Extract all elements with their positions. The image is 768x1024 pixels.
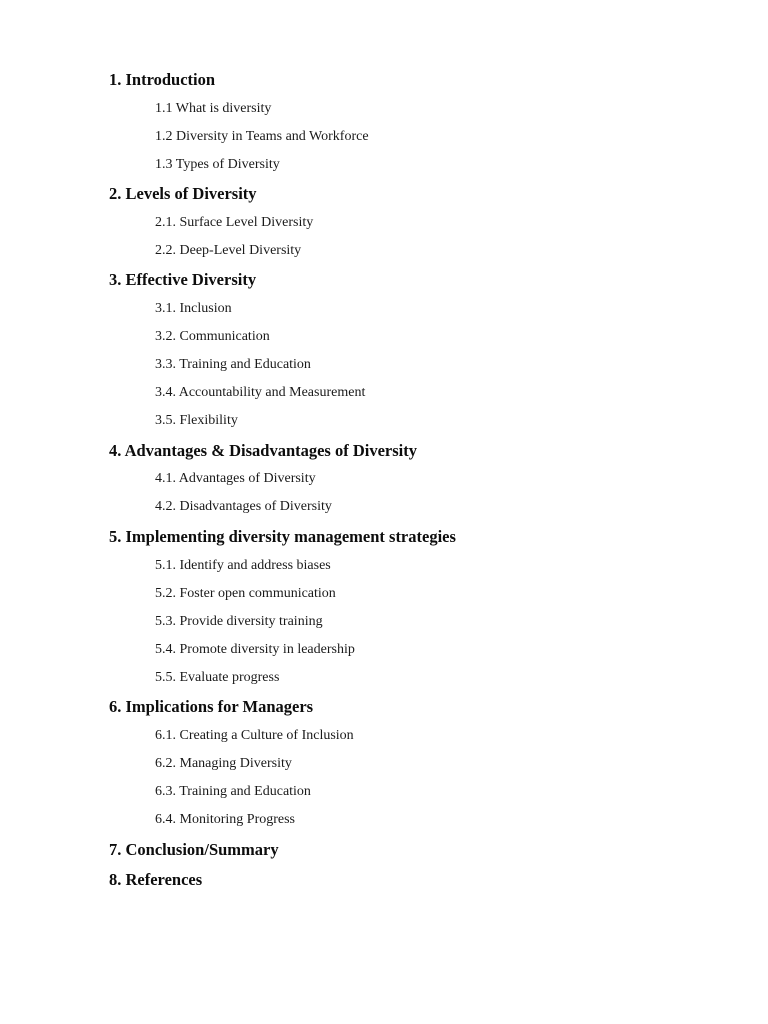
section-heading-advantages-disadvantages: 4. Advantages & Disadvantages of Diversity [109,441,417,460]
section-heading-conclusion: 7. Conclusion/Summary [109,840,279,859]
toc-item-communication: 3.2. Communication [155,329,270,344]
toc-item-monitoring-progress: 6.4. Monitoring Progress [155,812,295,827]
toc-item-flexibility: 3.5. Flexibility [155,413,238,428]
toc-item-identify-biases: 5.1. Identify and address biases [155,558,331,573]
toc-item-provide-training: 5.3. Provide diversity training [155,614,323,629]
section-heading-effective-diversity: 3. Effective Diversity [109,270,257,289]
toc-item-culture-of-inclusion: 6.1. Creating a Culture of Inclusion [155,728,354,743]
toc-item-surface-level: 2.1. Surface Level Diversity [155,215,314,230]
toc-item-promote-leadership: 5.4. Promote diversity in leadership [155,642,355,657]
section-heading-references: 8. References [109,870,203,889]
toc-item-advantages: 4.1. Advantages of Diversity [155,471,316,486]
toc-item-diversity-in-teams: 1.2 Diversity in Teams and Workforce [155,129,369,144]
toc-item-managing-diversity: 6.2. Managing Diversity [155,756,292,771]
toc-item-what-is-diversity: 1.1 What is diversity [155,101,272,116]
toc-item-types-of-diversity: 1.3 Types of Diversity [155,157,280,172]
toc-item-training-and-education-2: 6.3. Training and Education [155,784,311,799]
section-heading-implementing-strategies: 5. Implementing diversity management strategies [109,527,456,546]
toc-item-foster-communication: 5.2. Foster open communication [155,586,336,601]
toc-item-training-and-education: 3.3. Training and Education [155,357,311,372]
toc-item-inclusion: 3.1. Inclusion [155,301,232,316]
toc-item-disadvantages: 4.2. Disadvantages of Diversity [155,499,332,514]
toc-item-evaluate-progress: 5.5. Evaluate progress [155,670,280,685]
section-heading-levels-of-diversity: 2. Levels of Diversity [109,184,257,203]
section-heading-implications-for-managers: 6. Implications for Managers [109,697,314,716]
section-heading-introduction: 1. Introduction [109,70,216,89]
toc-item-deep-level: 2.2. Deep-Level Diversity [155,243,302,258]
toc-item-accountability: 3.4. Accountability and Measurement [155,385,366,400]
